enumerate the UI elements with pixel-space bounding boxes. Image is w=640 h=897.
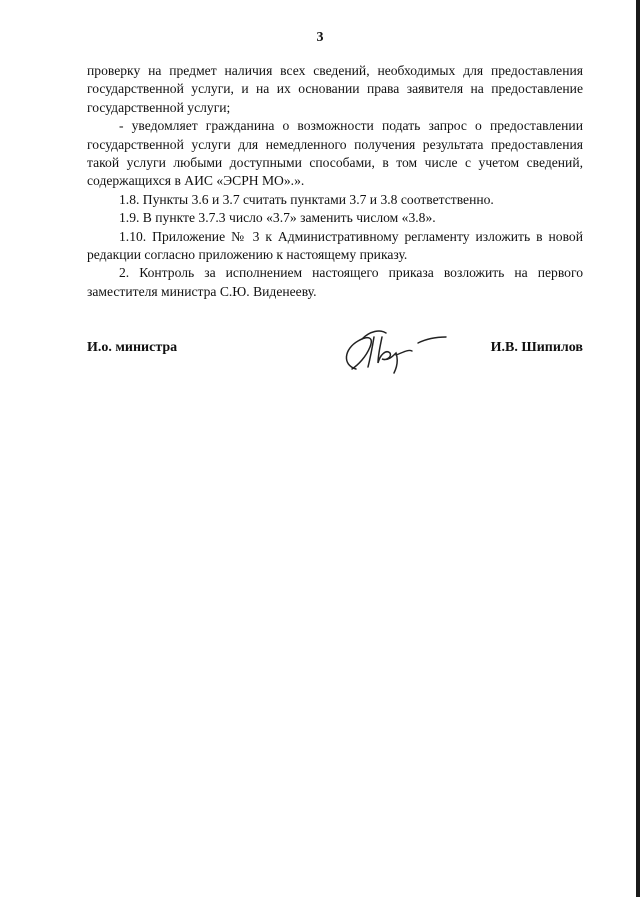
paragraph-notify-citizen: - уведомляет гражданина о возможности подать запрос о предоставлении государственной услуги для немедленного получения результата предоставления такой услуги любыми доступными способами, в том числе с учетом сведений, содержащихся в АИС «ЭСРН МО».».: [87, 118, 583, 189]
signature-block: [87, 337, 583, 377]
signatory-title: И.о. министра: [87, 340, 178, 355]
paragraph-2: 2. Контроль за исполнением настоящего приказа возложить на первого заместителя министра С.Ю. Виденееву.: [87, 265, 583, 299]
page-number: 3: [316, 30, 324, 45]
document-body: [87, 62, 583, 301]
paragraph-continuation: проверку на предмет наличия всех сведений, необходимых для предоставления государственной услуги, и на их основании права заявителя на предоставление государственной услуги;: [87, 63, 583, 115]
handwritten-signature: [334, 325, 454, 377]
scan-edge-border: [636, 0, 640, 897]
paragraph-1-8: 1.8. Пункты 3.6 и 3.7 считать пунктами 3.7 и 3.8 соответственно.: [119, 191, 494, 207]
paragraph-1-10: 1.10. Приложение № 3 к Административному регламенту изложить в новой редакции согласно приложению к настоящему приказу.: [87, 228, 583, 263]
signatory-name: И.В. Шипилов: [490, 340, 583, 355]
paragraph-1-9: 1.9. В пункте 3.7.3 число «3.7» заменить числом «3.8».: [119, 210, 436, 226]
